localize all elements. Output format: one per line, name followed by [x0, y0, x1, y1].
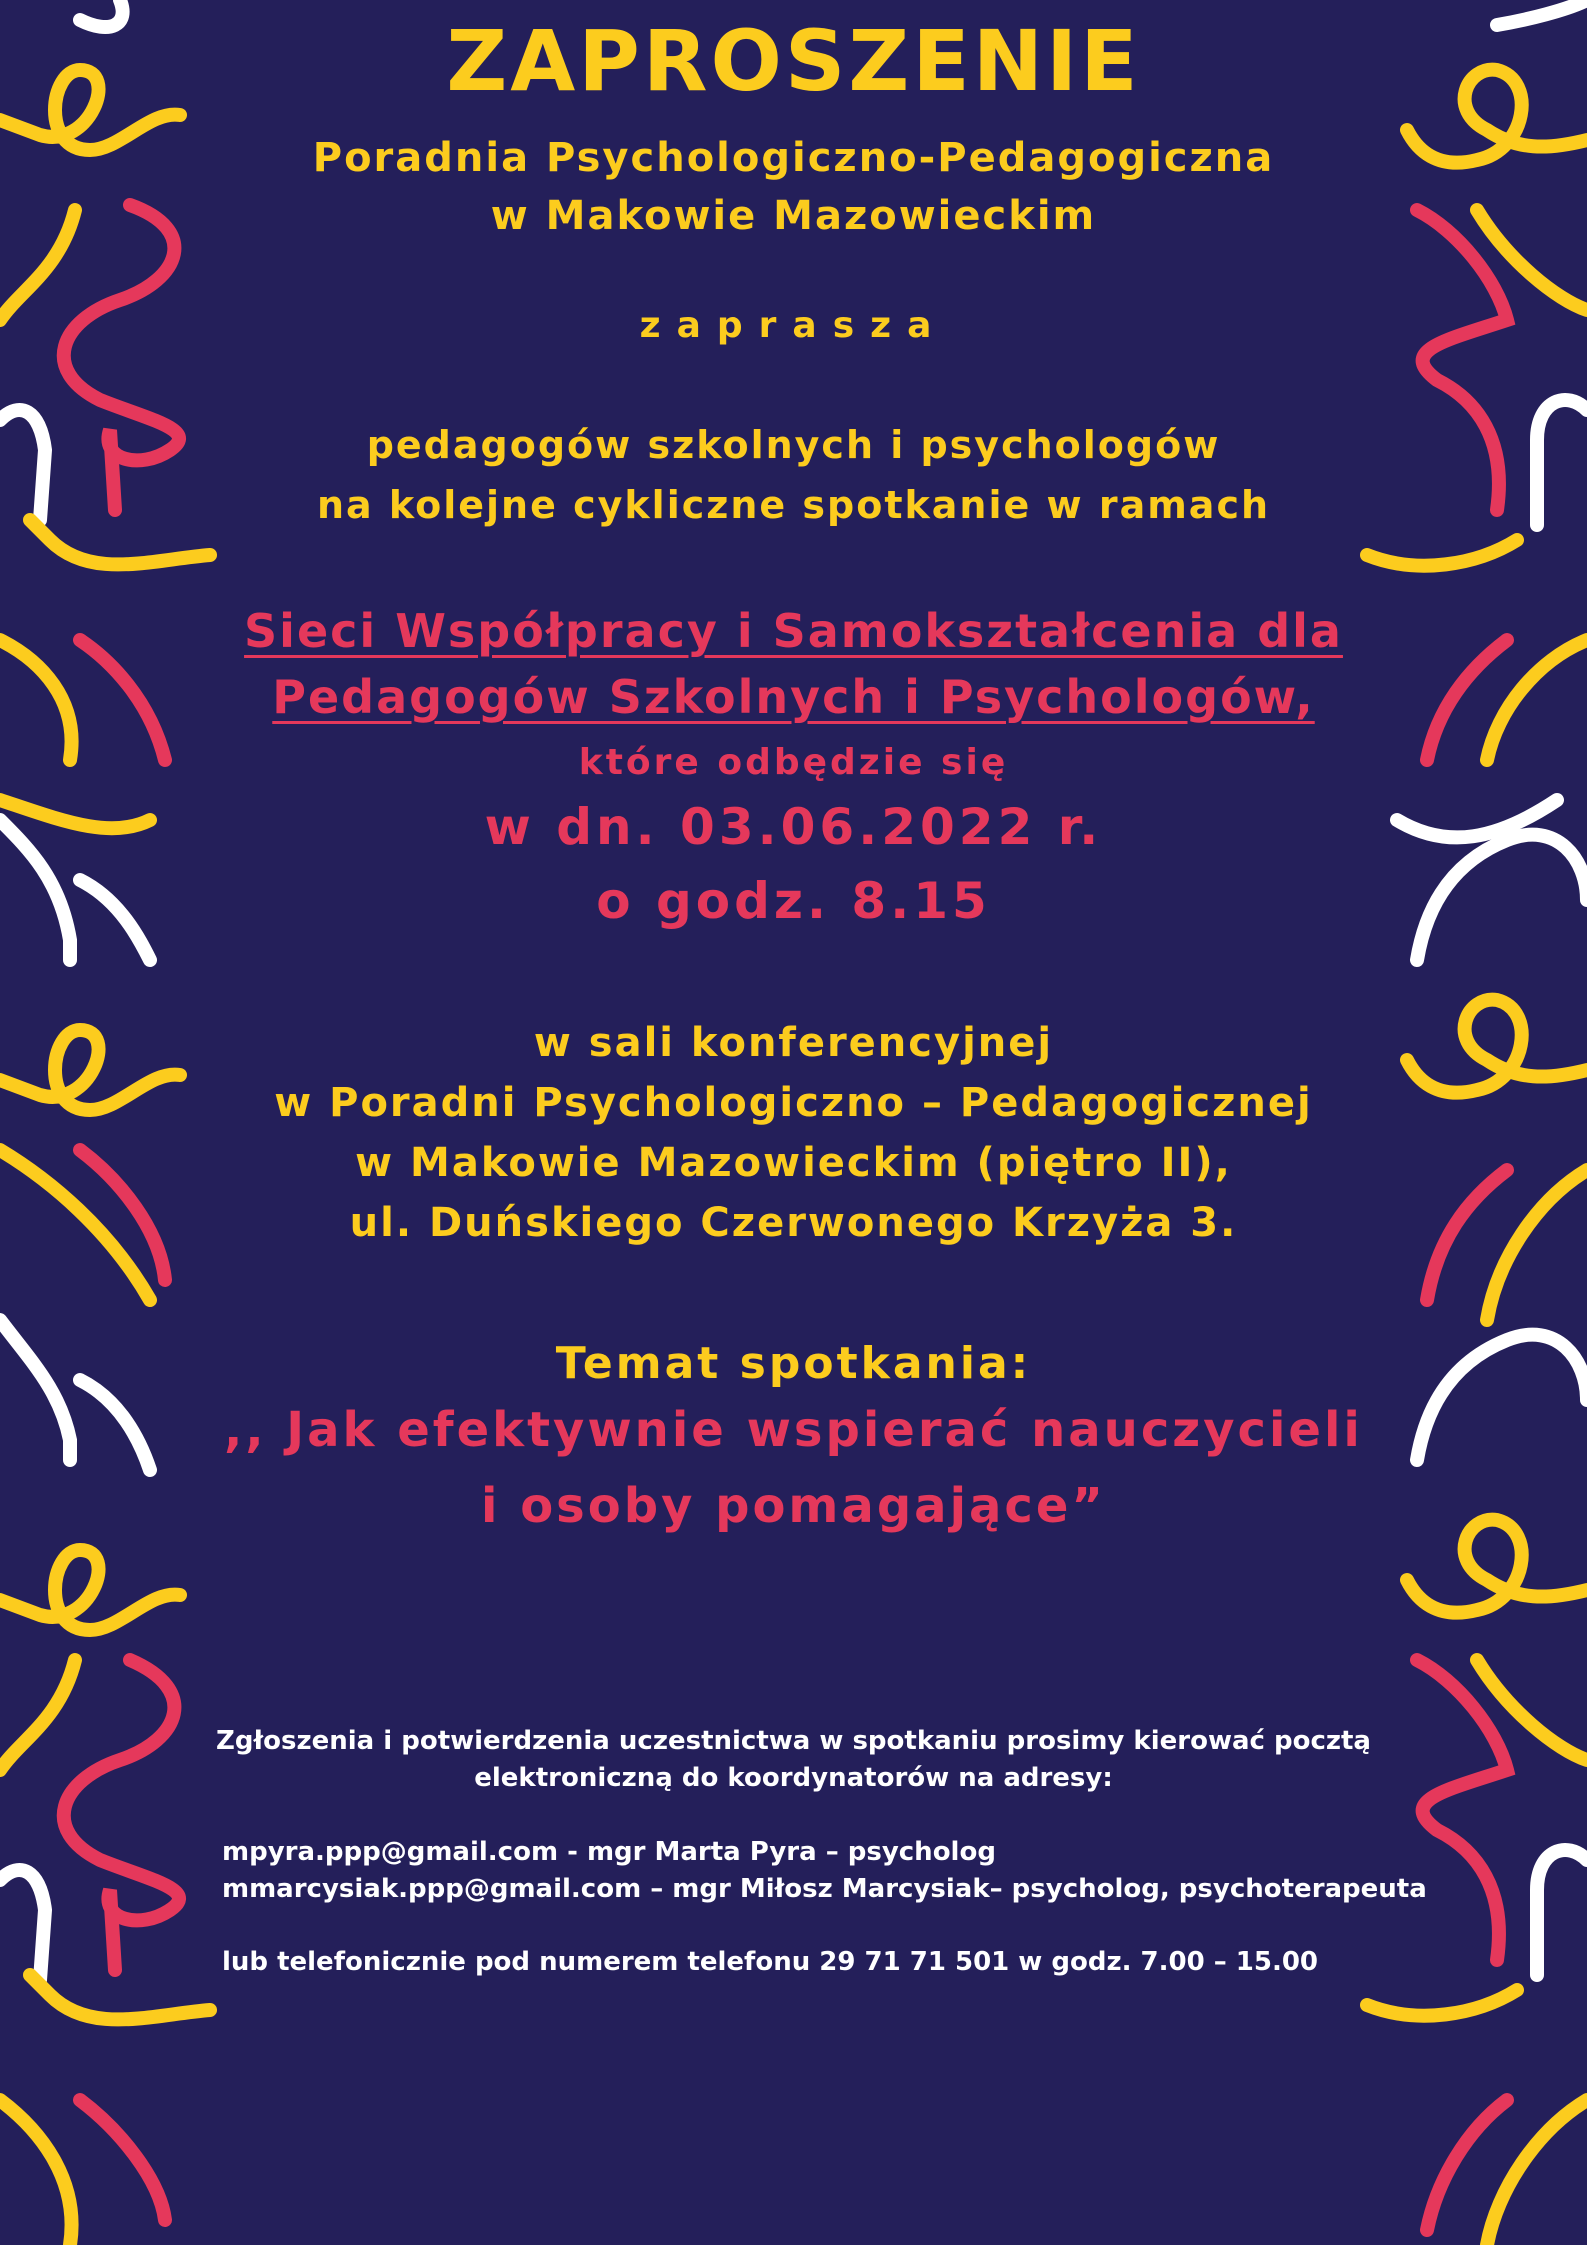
- right-ribbon-decoration: [1357, 0, 1587, 2245]
- contact-email-1: mpyra.ppp@gmail.com - mgr Marta Pyra – psycholog: [222, 1837, 996, 1867]
- organizer-location: w Makowie Mazowieckim: [490, 193, 1097, 239]
- invitation-title: ZAPROSZENIE: [446, 12, 1141, 110]
- left-ribbon-decoration: [0, 0, 230, 2245]
- organizer-name: Poradnia Psychologiczno-Pedagogiczna: [312, 135, 1275, 181]
- network-name-line-1: Sieci Współpracy i Samokształcenia dla: [244, 604, 1343, 658]
- registration-line-2: elektroniczną do koordynatorów na adresy:: [474, 1763, 1113, 1793]
- event-intro: które odbędzie się: [578, 742, 1009, 783]
- topic-label: Temat spotkania:: [555, 1338, 1032, 1389]
- location-line-3: w Makowie Mazowieckim (piętro II),: [355, 1140, 1232, 1186]
- location-line-1: w sali konferencyjnej: [533, 1020, 1054, 1066]
- location-line-2: w Poradni Psychologiczno – Pedagogicznej: [274, 1080, 1313, 1126]
- event-date: w dn. 03.06.2022 r.: [484, 798, 1103, 856]
- registration-line-1: Zgłoszenia i potwierdzenia uczestnictwa w spotkaniu prosimy kierować pocztą: [216, 1726, 1371, 1756]
- location-address: ul. Duńskiego Czerwonego Krzyża 3.: [349, 1200, 1238, 1246]
- audience-line-2: na kolejne cykliczne spotkanie w ramach: [316, 483, 1271, 527]
- contact-email-2: mmarcysiak.ppp@gmail.com – mgr Miłosz Marcysiak– psycholog, psychoterapeuta: [222, 1874, 1427, 1904]
- network-name-line-2: Pedagogów Szkolnych i Psychologów,: [272, 670, 1315, 724]
- contact-phone: lub telefonicznie pod numerem telefonu 29 71 71 501 w godz. 7.00 – 15.00: [222, 1947, 1319, 1977]
- topic-line-2: i osoby pomagające”: [481, 1478, 1106, 1534]
- invites-verb: zaprasza: [639, 305, 948, 346]
- event-time: o godz. 8.15: [596, 872, 991, 930]
- topic-line-1: ,, Jak efektywnie wspierać nauczycieli: [224, 1402, 1363, 1458]
- audience-line-1: pedagogów szkolnych i psychologów: [366, 423, 1221, 467]
- invitation-content: [200, 0, 1427, 2245]
